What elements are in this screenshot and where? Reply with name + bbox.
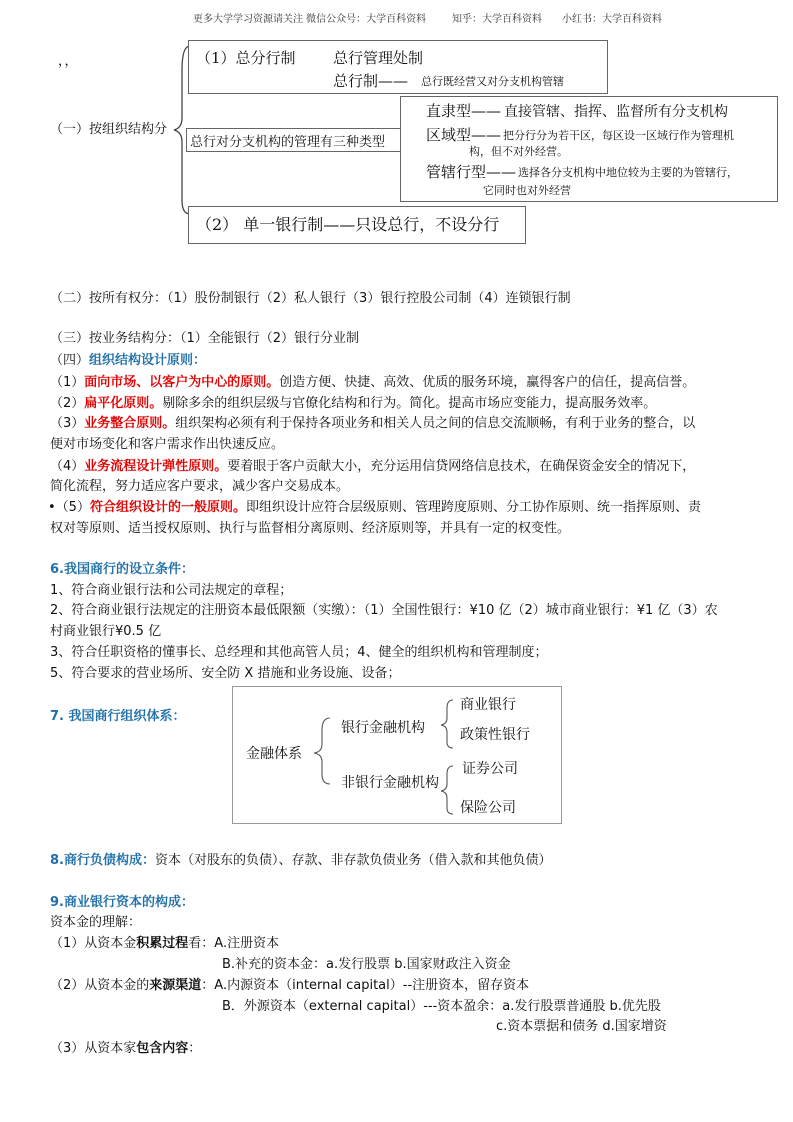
org-structure-label: （一）按组织结构分 bbox=[50, 122, 168, 137]
capital-content-a: （3）从资本家 bbox=[50, 1041, 137, 1056]
principle-4 bbox=[50, 457, 695, 477]
principle-3-num: （3） bbox=[50, 416, 85, 431]
type-direct-desc: 直接管辖、指挥、监督所有分支机构 bbox=[504, 104, 728, 120]
type-regional-desc-1: 把分行分为若干区，每区设一区域行作为管理机 bbox=[503, 129, 734, 142]
capital-source bbox=[50, 976, 529, 996]
header-wechat: 更多大学学习资源请关注 微信公众号：大学百科资料 bbox=[193, 14, 427, 25]
principle-5 bbox=[48, 498, 701, 518]
business-structure-classification: （三）按业务结构分：（1）全能银行（2）银行分业制 bbox=[50, 331, 360, 346]
principle-1-text: 创造方便、快捷、高效、优质的服务环境，赢得客户的信任，提高信誉。 bbox=[279, 375, 696, 390]
principle-2-text: 剔除多余的组织层级与官僚化结构和行为。简化。提高市场应变能力，提高服务效率。 bbox=[162, 396, 657, 411]
header-zhihu: 知乎：大学百科资料 bbox=[452, 14, 542, 25]
establishment-conditions-title: 6.我国商行的设立条件： bbox=[50, 562, 194, 577]
stray-mark: ，， bbox=[58, 54, 78, 69]
total-mgmt-system: 总行管理处制 bbox=[333, 49, 424, 67]
principle-3-title: 业务整合原则。 bbox=[84, 416, 176, 431]
design-principles-prefix: （四） bbox=[50, 353, 90, 368]
principle-3-text-a: 组织架构必须有利于保持各项业务和相关人员之间的信息交流顺畅，有利于业务的整合，以 bbox=[175, 416, 696, 431]
insurance-company: 保险公司 bbox=[460, 800, 516, 816]
financial-system-root: 金融体系 bbox=[246, 746, 302, 762]
liability-composition bbox=[50, 851, 552, 871]
nonbank-institutions: 非银行金融机构 bbox=[341, 775, 439, 791]
design-principles-title: 组织结构设计原则： bbox=[89, 353, 207, 368]
principle-5-title: 符合组织设计的一般原则。 bbox=[89, 500, 246, 515]
total-direct-system: 总行制—— bbox=[333, 72, 409, 90]
three-types-label: 总行对分支机构的管理有三种类型 bbox=[190, 135, 386, 150]
capital-source-b: 来源渠道 bbox=[149, 978, 202, 993]
capital-accumulation-b: 积累过程 bbox=[136, 936, 189, 951]
principle-3 bbox=[50, 414, 695, 434]
policy-bank: 政策性银行 bbox=[460, 727, 530, 743]
header-xiaohongshu: 小红书：大学百科资料 bbox=[562, 14, 662, 25]
capital-content-b: 包含内容 bbox=[136, 1041, 189, 1056]
capital-composition-title: 9.商业银行资本的构成： bbox=[50, 895, 194, 910]
condition-1: 1、符合商业银行法和公司法规定的章程； bbox=[50, 583, 293, 598]
principle-4-text-b: 简化流程，努力适应客户要求，减少客户交易成本。 bbox=[50, 479, 350, 494]
principle-4-text-a: 要着眼于客户贡献大小，充分运用信贷网络信息技术，在确保资金安全的情况下， bbox=[227, 459, 696, 474]
principle-5-text-b: 权对等原则、适当授权原则、执行与监督相分离原则、经济原则等，并具有一定的权变性。 bbox=[50, 521, 571, 536]
capital-accumulation bbox=[50, 934, 279, 954]
capital-source-e: c.资本票据和债务 d.国家增资 bbox=[496, 1019, 667, 1034]
capital-source-c: ：A.内源资本（internal capital）--注册资本，留存资本 bbox=[201, 978, 530, 993]
single-bank-system: （2） 单一银行制——只设总行，不设分行 bbox=[196, 215, 500, 234]
condition-2a: 2、符合商业银行法规定的注册资本最低限额（实缴）：（1）全国性银行：¥10 亿（2）城市商业银行：¥1 亿（3）农 bbox=[50, 603, 718, 618]
principle-1 bbox=[50, 373, 695, 393]
principle-5-num: •（5） bbox=[48, 500, 90, 515]
total-direct-desc: 总行既经营又对分支机构管辖 bbox=[421, 75, 564, 88]
type-regional: 区域型—— bbox=[426, 126, 502, 144]
principle-2-num: （2） bbox=[50, 396, 85, 411]
capital-accumulation-c: 看：A.注册资本 bbox=[188, 936, 280, 951]
capital-understanding: 资本金的理解： bbox=[50, 915, 142, 930]
capital-source-a: （2）从资本金的 bbox=[50, 978, 150, 993]
commercial-bank: 商业银行 bbox=[460, 697, 516, 713]
liability-composition-title: 8.商行负债构成： bbox=[50, 853, 155, 868]
capital-source-d: B．外源资本（external capital）---资本盈余：a.发行股票普通股 b.优先股 bbox=[222, 999, 661, 1014]
type-jurisdiction: 管辖行型—— bbox=[426, 163, 517, 181]
type-jurisdiction-desc-2: 它同时也对外经营 bbox=[483, 184, 571, 197]
liability-composition-text: 资本（对股东的负债）、存款、非存款负债业务（借入款和其他负债） bbox=[154, 853, 552, 868]
type-regional-desc-2: 构，但不对外经营。 bbox=[469, 145, 568, 158]
principle-1-title: 面向市场、以客户为中心的原则。 bbox=[84, 375, 280, 390]
condition-5: 5、符合要求的营业场所、安全防 X 措施和业务设施、设备； bbox=[50, 666, 401, 681]
principle-4-title: 业务流程设计弹性原则。 bbox=[84, 459, 228, 474]
total-branch-title: （1）总分行制 bbox=[196, 49, 296, 67]
condition-2b: 村商业银行¥0.5 亿 bbox=[50, 624, 162, 639]
capital-accumulation-a: （1）从资本金 bbox=[50, 936, 137, 951]
principle-5-text-a: 即组织设计应符合层级原则、管理跨度原则、分工协作原则、统一指挥原则、责 bbox=[245, 500, 701, 515]
principle-4-num: （4） bbox=[50, 459, 85, 474]
principle-3-text-b: 便对市场变化和客户需求作出快速反应。 bbox=[50, 437, 285, 452]
org-system-title: 7. 我国商行组织体系： bbox=[50, 709, 186, 724]
principle-1-num: （1） bbox=[50, 375, 85, 390]
bank-institutions: 银行金融机构 bbox=[341, 720, 425, 736]
type-direct: 直隶型—— bbox=[426, 102, 502, 120]
design-principles-heading bbox=[50, 351, 206, 371]
condition-3: 3、符合任职资格的懂事长、总经理和其他高管人员；4、健全的组织机构和管理制度； bbox=[50, 645, 548, 660]
type-jurisdiction-desc-1: 选择各分支机构中地位较为主要的为管辖行， bbox=[518, 166, 738, 179]
capital-content bbox=[50, 1039, 201, 1059]
securities-company: 证券公司 bbox=[462, 761, 518, 777]
principle-2-title: 扁平化原则。 bbox=[84, 396, 163, 411]
capital-accumulation-d: B.补充的资本金：a.发行股票 b.国家财政注入资金 bbox=[222, 957, 511, 972]
ownership-classification: （二）按所有权分：（1）股份制银行（2）私人银行（3）银行控股公司制（4）连锁银行制 bbox=[50, 291, 571, 306]
capital-content-c: ： bbox=[188, 1041, 202, 1056]
principle-2 bbox=[50, 394, 656, 414]
